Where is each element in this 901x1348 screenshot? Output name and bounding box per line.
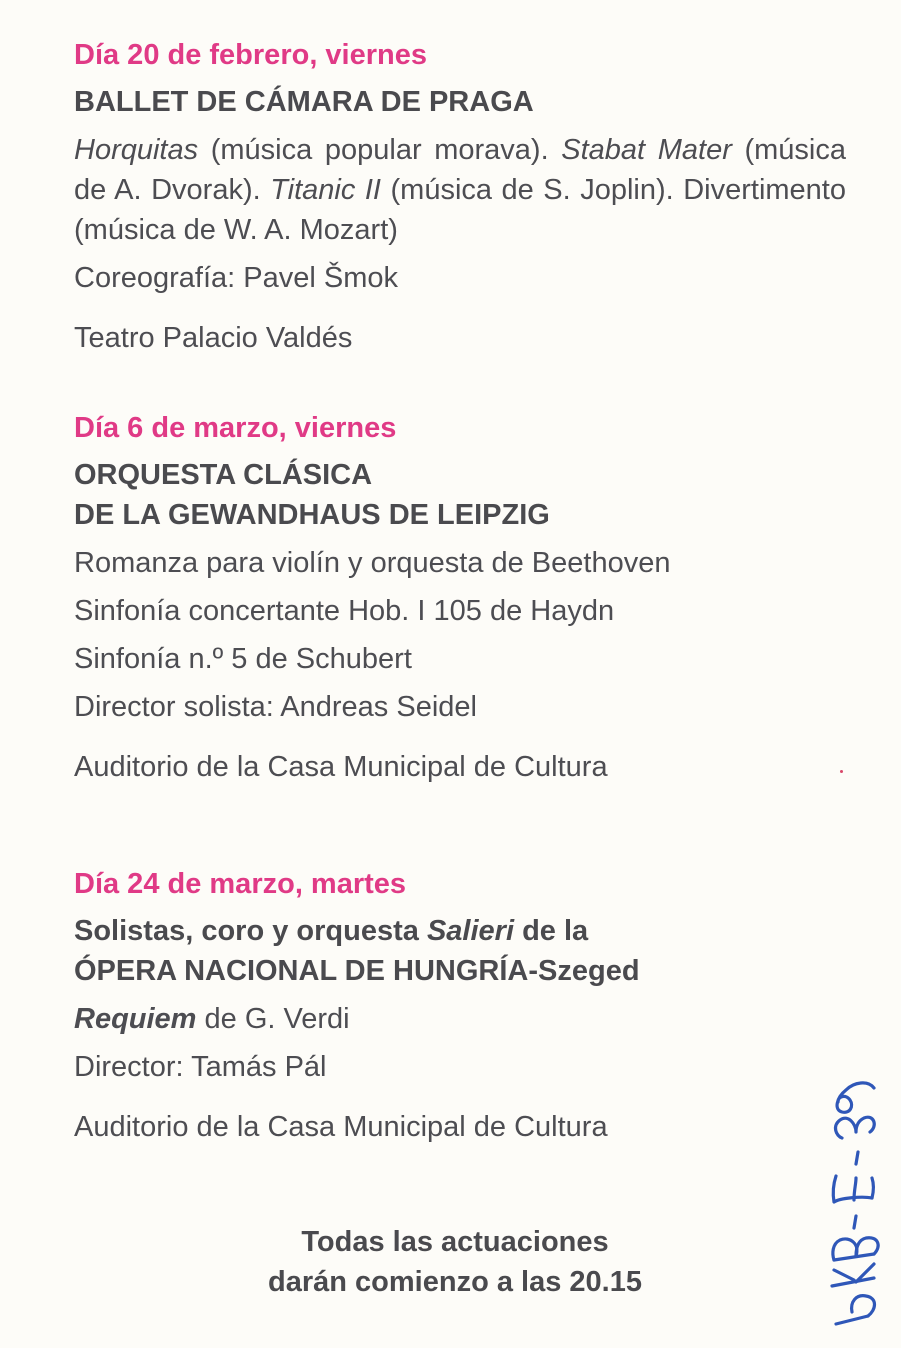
title-text: Solistas, coro y orquesta xyxy=(74,915,427,947)
work-note: (música popular morava). xyxy=(198,134,562,166)
work-title: Requiem xyxy=(74,1003,197,1035)
event-date: Día 20 de febrero, viernes xyxy=(74,39,427,71)
program-item: Sinfonía concertante Hob. I 105 de Haydn xyxy=(74,595,615,627)
event-program xyxy=(74,130,846,250)
event-orchestra xyxy=(74,411,854,787)
ink-speck xyxy=(840,770,843,773)
event-title-line1 xyxy=(74,911,854,951)
event-work xyxy=(74,999,854,1039)
program-item: Romanza para violín y orquesta de Beethoven xyxy=(74,547,671,579)
event-date: Día 6 de marzo, viernes xyxy=(74,412,397,444)
event-venue: Auditorio de la Casa Municipal de Cultura xyxy=(74,751,608,783)
event-title-line2: DE LA GEWANDHAUS DE LEIPZIG xyxy=(74,499,550,531)
start-time-note xyxy=(150,1222,760,1302)
program-item: Sinfonía n.º 5 de Schubert xyxy=(74,643,412,675)
event-title: BALLET DE CÁMARA DE PRAGA xyxy=(74,86,534,118)
work-title: Horquitas xyxy=(74,134,199,166)
event-ballet xyxy=(74,38,854,358)
title-text: de la xyxy=(514,915,589,947)
event-choreography: Coreografía: Pavel Šmok xyxy=(74,262,398,294)
event-title-line2: ÓPERA NACIONAL DE HUNGRÍA-Szeged xyxy=(74,955,640,987)
orchestra-name: Salieri xyxy=(426,915,515,947)
note-line2: darán comienzo a las 20.15 xyxy=(268,1266,642,1298)
event-director: Director solista: Andreas Seidel xyxy=(74,691,477,723)
work-composer: de G. Verdi xyxy=(196,1003,350,1035)
note-line1: Todas las actuaciones xyxy=(301,1226,609,1258)
event-director: Director: Tamás Pál xyxy=(74,1051,327,1083)
event-venue: Teatro Palacio Valdés xyxy=(74,322,353,354)
event-title-line1: ORQUESTA CLÁSICA xyxy=(74,459,373,491)
work-title: Titanic II xyxy=(270,174,381,206)
work-title: Stabat Mater xyxy=(561,134,732,166)
event-date: Día 24 de marzo, martes xyxy=(74,868,407,900)
event-opera xyxy=(74,867,854,1147)
event-venue: Auditorio de la Casa Municipal de Cultura xyxy=(74,1111,608,1143)
work-note: (música de A. Dvorak). xyxy=(74,134,846,206)
work-note: (música de S. Joplin). Divertimento (música de W. A. Mozart) xyxy=(74,174,846,246)
handwritten-archive-code xyxy=(770,1040,901,1330)
